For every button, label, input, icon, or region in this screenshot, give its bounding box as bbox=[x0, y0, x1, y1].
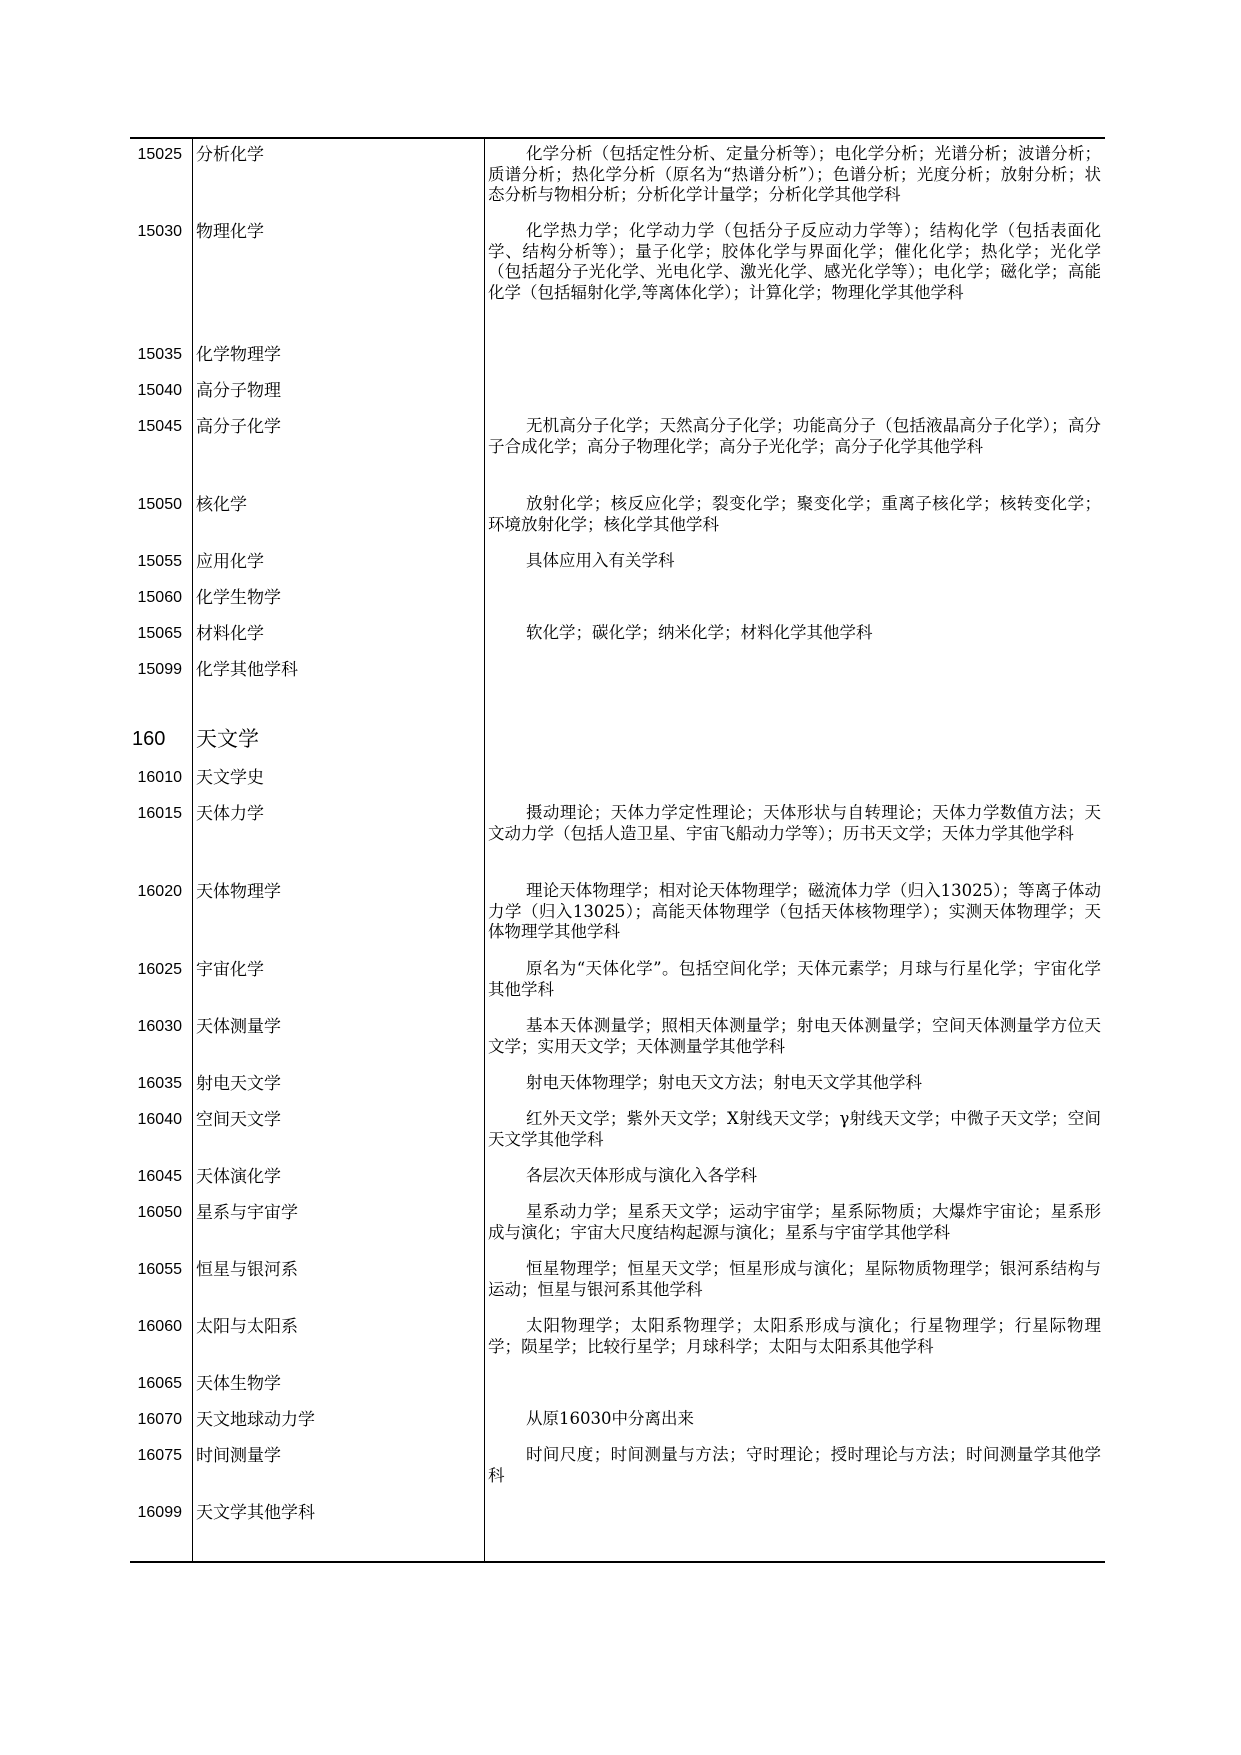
discipline-name: 高分子化学 bbox=[196, 417, 281, 437]
discipline-name: 天文学其他学科 bbox=[196, 1503, 315, 1523]
discipline-code: 16099 bbox=[137, 1504, 182, 1521]
discipline-code: 15045 bbox=[137, 418, 182, 435]
discipline-name: 天体力学 bbox=[196, 804, 264, 824]
discipline-name: 高分子物理 bbox=[196, 381, 281, 401]
discipline-name: 宇宙化学 bbox=[196, 960, 264, 980]
discipline-description: 太阳物理学；太阳系物理学；太阳系形成与演化；行星物理学；行星际物理学；陨星学；比较行星学；月球科学；太阳与太阳系其他学科 bbox=[488, 1316, 1101, 1356]
discipline-name: 天体生物学 bbox=[196, 1374, 281, 1394]
discipline-name: 星系与宇宙学 bbox=[196, 1203, 298, 1223]
discipline-description: 时间尺度；时间测量与方法；守时理论；授时理论与方法；时间测量学其他学科 bbox=[488, 1445, 1101, 1485]
discipline-description: 红外天文学；紫外天文学；X射线天文学；γ射线天文学；中微子天文学；空间天文学其他学科 bbox=[488, 1109, 1101, 1149]
discipline-name: 天体测量学 bbox=[196, 1017, 281, 1037]
discipline-code: 16050 bbox=[137, 1204, 182, 1221]
discipline-description: 化学分析（包括定性分析、定量分析等）；电化学分析；光谱分析；波谱分析；质谱分析；热化学分析（原名为“热谱分析”）；色谱分析；光度分析；放射分析；状态分析与物相分析；分析化学计量学；分析化学其他学科 bbox=[488, 144, 1101, 205]
discipline-description: 无机高分子化学；天然高分子化学；功能高分子（包括液晶高分子化学）；高分子合成化学；高分子物理化学；高分子光化学；高分子化学其他学科 bbox=[488, 416, 1101, 456]
table-top-rule bbox=[130, 137, 1105, 139]
discipline-description: 具体应用入有关学科 bbox=[526, 551, 675, 570]
discipline-name: 化学其他学科 bbox=[196, 660, 298, 680]
discipline-code: 16075 bbox=[137, 1447, 182, 1464]
discipline-code: 15030 bbox=[137, 223, 182, 240]
column-divider-code bbox=[192, 137, 193, 1563]
discipline-name: 天体物理学 bbox=[196, 882, 281, 902]
discipline-description: 各层次天体形成与演化入各学科 bbox=[526, 1166, 757, 1185]
discipline-name: 天文地球动力学 bbox=[196, 1410, 315, 1430]
discipline-name: 天文学史 bbox=[196, 768, 264, 788]
discipline-code: 16030 bbox=[137, 1018, 182, 1035]
discipline-description: 软化学；碳化学；纳米化学；材料化学其他学科 bbox=[526, 623, 873, 642]
discipline-code: 16015 bbox=[137, 805, 182, 822]
discipline-description: 摄动理论；天体力学定性理论；天体形状与自转理论；天体力学数值方法；天文动力学（包括人造卫星、宇宙飞船动力学等）；历书天文学；天体力学其他学科 bbox=[488, 803, 1101, 843]
discipline-name: 太阳与太阳系 bbox=[196, 1317, 298, 1337]
discipline-name: 天体演化学 bbox=[196, 1167, 281, 1187]
discipline-description: 原名为“天体化学”。包括空间化学；天体元素学；月球与行星化学；宇宙化学其他学科 bbox=[488, 959, 1101, 999]
discipline-code: 16045 bbox=[137, 1168, 182, 1185]
discipline-description: 基本天体测量学；照相天体测量学；射电天体测量学；空间天体测量学方位天文学；实用天文学；天体测量学其他学科 bbox=[488, 1016, 1101, 1056]
discipline-table bbox=[130, 137, 1105, 1563]
discipline-name: 核化学 bbox=[196, 495, 247, 515]
discipline-code: 16070 bbox=[137, 1411, 182, 1428]
discipline-name: 分析化学 bbox=[196, 145, 264, 165]
discipline-name: 应用化学 bbox=[196, 552, 264, 572]
discipline-code: 15040 bbox=[137, 382, 182, 399]
discipline-description: 星系动力学；星系天文学；运动宇宙学；星系际物质；大爆炸宇宙论；星系形成与演化；宇宙大尺度结构起源与演化；星系与宇宙学其他学科 bbox=[488, 1202, 1101, 1242]
discipline-name: 恒星与银河系 bbox=[196, 1260, 298, 1280]
column-divider-name bbox=[484, 137, 485, 1563]
discipline-code: 16010 bbox=[137, 769, 182, 786]
discipline-description: 从原16030中分离出来 bbox=[526, 1409, 694, 1428]
discipline-code: 15035 bbox=[137, 346, 182, 363]
discipline-name: 射电天文学 bbox=[196, 1074, 281, 1094]
section-title: 天文学 bbox=[196, 727, 259, 751]
table-bottom-rule bbox=[130, 1561, 1105, 1563]
discipline-code: 16035 bbox=[137, 1075, 182, 1092]
discipline-name: 化学生物学 bbox=[196, 588, 281, 608]
discipline-code: 15060 bbox=[137, 589, 182, 606]
discipline-code: 16065 bbox=[137, 1375, 182, 1392]
discipline-description: 射电天体物理学；射电天文方法；射电天文学其他学科 bbox=[526, 1073, 922, 1092]
discipline-description: 理论天体物理学；相对论天体物理学；磁流体力学（归入13025）；等离子体动力学（归入13025）；高能天体物理学（包括天体核物理学）；实测天体物理学；天体物理学其他学科 bbox=[488, 881, 1101, 942]
discipline-code: 16060 bbox=[137, 1318, 182, 1335]
discipline-name: 材料化学 bbox=[196, 624, 264, 644]
discipline-name: 时间测量学 bbox=[196, 1446, 281, 1466]
discipline-code: 15025 bbox=[137, 146, 182, 163]
discipline-name: 物理化学 bbox=[196, 222, 264, 242]
discipline-code: 16025 bbox=[137, 961, 182, 978]
discipline-code: 15065 bbox=[137, 625, 182, 642]
discipline-code: 16020 bbox=[137, 883, 182, 900]
discipline-code: 16040 bbox=[137, 1111, 182, 1128]
discipline-name: 空间天文学 bbox=[196, 1110, 281, 1130]
section-code: 160 bbox=[132, 728, 166, 750]
discipline-code: 16055 bbox=[137, 1261, 182, 1278]
discipline-description: 恒星物理学；恒星天文学；恒星形成与演化；星际物质物理学；银河系结构与运动；恒星与银河系其他学科 bbox=[488, 1259, 1101, 1299]
discipline-code: 15055 bbox=[137, 553, 182, 570]
discipline-code: 15050 bbox=[137, 496, 182, 513]
discipline-code: 15099 bbox=[137, 661, 182, 678]
discipline-description: 化学热力学；化学动力学（包括分子反应动力学等）；结构化学（包括表面化学、结构分析等）；量子化学；胶体化学与界面化学；催化化学；热化学；光化学（包括超分子光化学、光电化学、激光化学、感光化学等）；电化学；磁化学；高能化学（包括辐射化学,等离体化学）；计算化学；物理化学其他学科 bbox=[488, 221, 1101, 302]
discipline-name: 化学物理学 bbox=[196, 345, 281, 365]
discipline-description: 放射化学；核反应化学；裂变化学；聚变化学；重离子核化学；核转变化学；环境放射化学；核化学其他学科 bbox=[488, 494, 1101, 534]
